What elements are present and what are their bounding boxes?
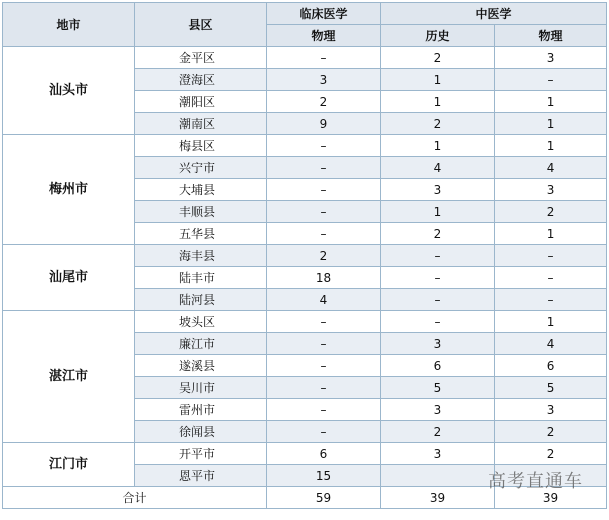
tcm-history-cell: 3 — [381, 399, 495, 421]
county-cell: 陆河县 — [135, 289, 267, 311]
table-row — [3, 47, 607, 69]
city-cell: 汕头市 — [3, 47, 135, 135]
tcm-history-cell: 3 — [381, 179, 495, 201]
county-cell: 梅县区 — [135, 135, 267, 157]
tcm-physics-cell: 4 — [495, 333, 607, 355]
tcm-history-cell: 2 — [381, 47, 495, 69]
tcm-physics-cell: 1 — [495, 91, 607, 113]
tcm-physics-cell: 1 — [495, 311, 607, 333]
county-cell: 遂溪县 — [135, 355, 267, 377]
tcm-history-cell: 6 — [381, 355, 495, 377]
county-cell: 开平市 — [135, 443, 267, 465]
tcm-history-cell: 1 — [381, 69, 495, 91]
clinical-physics-cell: – — [267, 47, 381, 69]
clinical-physics-cell: – — [267, 355, 381, 377]
tcm-history-cell: – — [381, 245, 495, 267]
tcm-history-cell: 2 — [381, 113, 495, 135]
header-clinical-physics: 物理 — [267, 25, 381, 47]
total-tcm-physics: 39 — [495, 487, 607, 509]
county-cell: 丰顺县 — [135, 201, 267, 223]
clinical-physics-cell: 18 — [267, 267, 381, 289]
tcm-physics-cell: 1 — [495, 135, 607, 157]
total-label: 合计 — [3, 487, 267, 509]
watermark: 高考直通车 — [488, 471, 583, 492]
tcm-physics-cell: – — [495, 267, 607, 289]
clinical-physics-cell: – — [267, 157, 381, 179]
header-tcm-history: 历史 — [381, 25, 495, 47]
tcm-history-cell: 3 — [381, 443, 495, 465]
city-cell: 湛江市 — [3, 311, 135, 443]
county-cell: 潮南区 — [135, 113, 267, 135]
tcm-physics-cell: – — [495, 289, 607, 311]
county-cell: 徐闻县 — [135, 421, 267, 443]
tcm-physics-cell: 3 — [495, 399, 607, 421]
tcm-history-cell: 5 — [381, 377, 495, 399]
county-cell: 兴宁市 — [135, 157, 267, 179]
table-row — [3, 311, 607, 333]
tcm-physics-cell: – — [495, 245, 607, 267]
tcm-history-cell: 1 — [381, 201, 495, 223]
tcm-physics-cell: 2 — [495, 201, 607, 223]
tcm-history-cell — [381, 465, 495, 487]
clinical-physics-cell: – — [267, 135, 381, 157]
tcm-physics-cell: 3 — [495, 179, 607, 201]
county-cell: 廉江市 — [135, 333, 267, 355]
tcm-physics-cell: 2 — [495, 443, 607, 465]
clinical-physics-cell: – — [267, 333, 381, 355]
clinical-physics-cell: – — [267, 201, 381, 223]
clinical-physics-cell: 2 — [267, 245, 381, 267]
total-clinical-physics: 59 — [267, 487, 381, 509]
clinical-physics-cell: – — [267, 179, 381, 201]
tcm-history-cell: 4 — [381, 157, 495, 179]
clinical-physics-cell: – — [267, 223, 381, 245]
tcm-history-cell: 2 — [381, 223, 495, 245]
tcm-physics-cell: 3 — [495, 47, 607, 69]
county-cell: 雷州市 — [135, 399, 267, 421]
clinical-physics-cell: 3 — [267, 69, 381, 91]
clinical-physics-cell: 4 — [267, 289, 381, 311]
tcm-history-cell: – — [381, 289, 495, 311]
county-cell: 五华县 — [135, 223, 267, 245]
total-tcm-history: 39 — [381, 487, 495, 509]
county-cell: 海丰县 — [135, 245, 267, 267]
table-row — [3, 135, 607, 157]
tcm-physics-cell: – — [495, 69, 607, 91]
header-tcm-physics: 物理 — [495, 25, 607, 47]
tcm-physics-cell: 2 — [495, 421, 607, 443]
clinical-physics-cell: – — [267, 421, 381, 443]
city-cell: 江门市 — [3, 443, 135, 487]
admission-quota-table — [2, 2, 607, 509]
county-cell: 潮阳区 — [135, 91, 267, 113]
tcm-physics-cell: 1 — [495, 223, 607, 245]
tcm-history-cell: 1 — [381, 135, 495, 157]
tcm-history-cell: 3 — [381, 333, 495, 355]
county-cell: 大埔县 — [135, 179, 267, 201]
county-cell: 金平区 — [135, 47, 267, 69]
tcm-physics-cell: 6 — [495, 355, 607, 377]
header-group-tcm: 中医学 — [381, 3, 607, 25]
clinical-physics-cell: – — [267, 311, 381, 333]
table-row — [3, 245, 607, 267]
tcm-history-cell: – — [381, 267, 495, 289]
city-cell: 梅州市 — [3, 135, 135, 245]
city-cell: 汕尾市 — [3, 245, 135, 311]
clinical-physics-cell: 6 — [267, 443, 381, 465]
tcm-physics-cell: 4 — [495, 157, 607, 179]
clinical-physics-cell: 15 — [267, 465, 381, 487]
county-cell: 坡头区 — [135, 311, 267, 333]
county-cell: 陆丰市 — [135, 267, 267, 289]
county-cell: 吴川市 — [135, 377, 267, 399]
tcm-history-cell: 1 — [381, 91, 495, 113]
header-city: 地市 — [3, 3, 135, 47]
clinical-physics-cell: 9 — [267, 113, 381, 135]
clinical-physics-cell: – — [267, 377, 381, 399]
header-county: 县区 — [135, 3, 267, 47]
header-group-clinical: 临床医学 — [267, 3, 381, 25]
table-row — [3, 443, 607, 465]
clinical-physics-cell: 2 — [267, 91, 381, 113]
county-cell: 澄海区 — [135, 69, 267, 91]
tcm-physics-cell: 1 — [495, 113, 607, 135]
tcm-history-cell: – — [381, 311, 495, 333]
tcm-history-cell: 2 — [381, 421, 495, 443]
clinical-physics-cell: – — [267, 399, 381, 421]
county-cell: 恩平市 — [135, 465, 267, 487]
tcm-physics-cell: 5 — [495, 377, 607, 399]
